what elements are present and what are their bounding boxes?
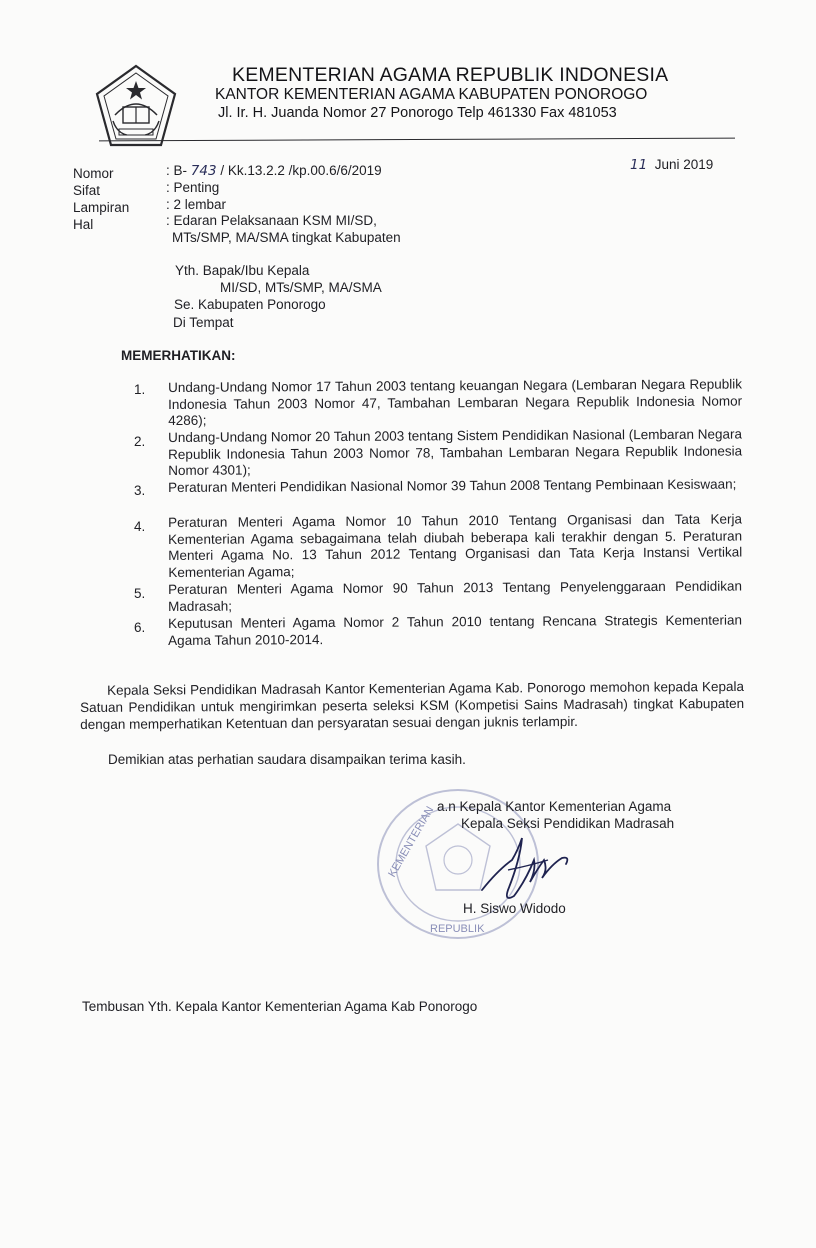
- nomor-handwritten: 743: [190, 163, 217, 179]
- nomor-value: [166, 162, 382, 180]
- list-item-number: 6.: [134, 620, 146, 635]
- recipient-line2: MI/SD, MTs/SMP, MA/SMA: [220, 280, 382, 295]
- signature-title-line2: Kepala Seksi Pendidikan Madrasah: [461, 816, 675, 831]
- handwritten-signature-icon: [478, 830, 578, 910]
- list-item-number: 4.: [134, 519, 146, 534]
- list-item: Keputusan Menteri Agama Nomor 2 Tahun 2010 tentang Rencana Strategis Kementerian Agama Tahun 2010-2014.: [168, 612, 743, 648]
- hal-value-line1: : Edaran Pelaksanaan KSM MI/SD,: [166, 213, 377, 228]
- lampiran-label: Lampiran: [73, 200, 130, 215]
- nomor-label: Nomor: [73, 166, 114, 181]
- office-address: Jl. Ir. H. Juanda Nomor 27 Ponorogo Telp 461330 Fax 481053: [218, 105, 617, 121]
- body-paragraph: Kepala Seksi Pendidikan Madrasah Kantor Kementerian Agama Kab. Ponorogo memohon kepada Kepala Satuan Pendidikan untuk mengirimkan peserta seleksi KSM (Kompetisi Sains Madrasah) tingkat Kabupaten dengan memperhatikan Ketentuan dan persyaratan sesuai dengan juknis terlampir.: [80, 678, 745, 732]
- list-item: Peraturan Menteri Agama Nomor 90 Tahun 2013 Tentang Penyelenggaraan Pendidikan Madrasah;: [168, 578, 743, 614]
- hal-label: Hal: [73, 217, 94, 232]
- list-item-number: 2.: [134, 434, 146, 449]
- hal-value-line2: MTs/SMP, MA/SMA tingkat Kabupaten: [172, 230, 401, 245]
- letter-date: [630, 157, 713, 173]
- list-item-number: 3.: [134, 483, 146, 498]
- ministry-name: KEMENTERIAN AGAMA REPUBLIK INDONESIA: [232, 64, 669, 86]
- sifat-value: : Penting: [166, 180, 220, 195]
- lampiran-value: : 2 lembar: [166, 197, 227, 212]
- list-item: Peraturan Menteri Pendidikan Nasional Nomor 39 Tahun 2008 Tentang Pembinaan Kesiswaan;: [168, 476, 737, 495]
- svg-text:REPUBLIK: REPUBLIK: [430, 923, 485, 935]
- kemenag-emblem-icon: [93, 63, 179, 149]
- recipient-line3: Se. Kabupaten Ponorogo: [174, 297, 326, 312]
- date-rest: Juni 2019: [654, 157, 714, 172]
- recipient-line1: Yth. Bapak/Ibu Kepala: [175, 263, 310, 278]
- date-day-handwritten: 11: [630, 157, 648, 173]
- sifat-label: Sifat: [73, 183, 101, 198]
- list-item-number: 5.: [134, 586, 146, 601]
- signature-title-line1: a.n Kepala Kantor Kementerian Agama: [437, 799, 672, 814]
- nomor-suffix: / Kk.13.2.2 /kp.00.6/6/2019: [220, 163, 382, 178]
- letterhead-divider: [99, 138, 735, 142]
- considering-heading: MEMERHATIKAN:: [121, 348, 236, 363]
- list-item: Undang-Undang Nomor 17 Tahun 2003 tentang keuangan Negara (Lembaran Negara Republik Indonesia Tahun 2003 Nomor 47, Tambahan Lembaran Negara Republik Indonesia Nomor 4286);: [168, 376, 743, 428]
- office-name: KANTOR KEMENTERIAN AGAMA KABUPATEN PONOROGO: [215, 86, 648, 103]
- list-item-number: 1.: [134, 382, 146, 397]
- recipient-line4: Di Tempat: [173, 315, 234, 330]
- closing-sentence: Demikian atas perhatian saudara disampaikan terima kasih.: [108, 752, 466, 767]
- list-item: Undang-Undang Nomor 20 Tahun 2003 tentang Sistem Pendidikan Nasional (Lembaran Negara Republik Indonesia Tahun 2003 Nomor 78, Tambahan Lembaran Negara Republik Indonesia Nomor 4301);: [168, 426, 743, 478]
- signatory-name: H. Siswo Widodo: [463, 901, 566, 916]
- carbon-copy-line: Tembusan Yth. Kepala Kantor Kementerian Agama Kab Ponorogo: [82, 999, 478, 1014]
- list-item: Peraturan Menteri Agama Nomor 10 Tahun 2010 Tentang Organisasi dan Tata Kerja Kementerian Agama sebagaimana telah diubah beberapa kali terakhir dengan 5. Peraturan Menteri Agama No. 13 Tahun 2012 Tentang Organisasi dan Tata Kerja Instansi Vertikal Kementerian Agama;: [168, 511, 743, 580]
- nomor-prefix: : B-: [166, 163, 188, 178]
- svg-text:KEMENTERIAN: KEMENTERIAN: [386, 804, 437, 880]
